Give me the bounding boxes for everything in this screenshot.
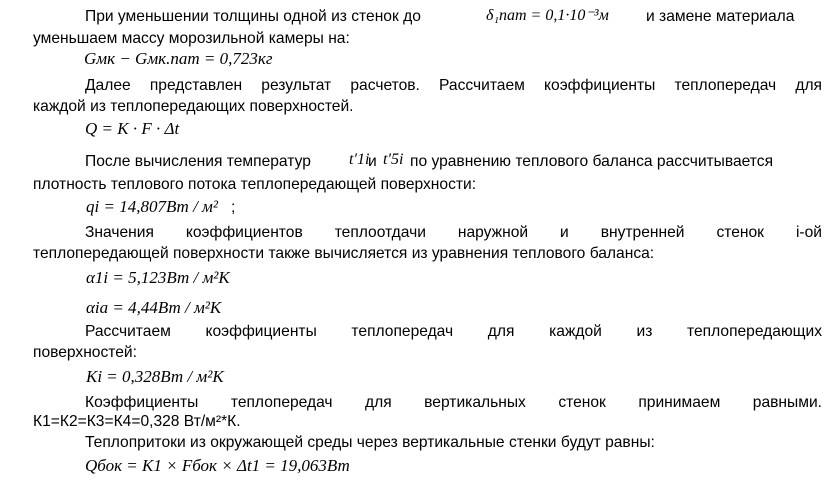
para-7-line-1: Теплопритоки из окружающей среды через вертикальные стенки будут равны: <box>85 434 655 451</box>
para-1-line-1-end: и замене материала <box>646 8 795 25</box>
para-3-and: и <box>368 153 377 170</box>
para-1-line-1-start: При уменьшении толщины одной из стенок до <box>85 8 421 25</box>
formula-heat-flux-density: qi = 14,807Вт / м² <box>86 197 218 216</box>
formula-temperature-t1: t′1i <box>349 151 370 168</box>
para-3-line-1-start: После вычисления температур <box>85 153 311 170</box>
formula-temperature-t5: t′5i <box>383 151 404 168</box>
formula-heat-flow: Q = K · F · Δt <box>85 119 180 138</box>
para-5-line-2: поверхностей: <box>33 344 137 361</box>
formula-delta-thickness-text: δ₁пат = 0,1·10⁻³м <box>486 7 609 24</box>
para-3-line-2: плотность теплового потока теплопередающей поверхности: <box>33 176 477 193</box>
para-3-line-1-end: по уравнению теплового баланса рассчитывается <box>410 153 774 170</box>
para-6-line-1: Коэффициенты теплопередач для вертикальных стенок принимаем равными. <box>85 394 822 411</box>
formula-side-heat-gain: Qбок = K1 × Fбок × Δt1 = 19,063Вт <box>85 456 350 475</box>
para-4-line-1: Значения коэффициентов теплоотдачи наружной и внутренней стенок i-ой <box>85 224 822 241</box>
para-2-line-2: каждой из теплопередающих поверхностей. <box>33 98 354 115</box>
formula-alpha-outer: α1i = 5,123Вт / м²К <box>86 268 230 287</box>
formula-heat-flux-semicolon: ; <box>231 199 236 216</box>
para-1-line-2: уменьшаем массу морозильной камеры на: <box>33 30 350 47</box>
para-5-line-1: Рассчитаем коэффициенты теплопередач для каждой из теплопередающих <box>85 323 822 340</box>
para-6-line-2: К1=К2=К3=К4=0,328 Вт/м²*К. <box>33 413 241 430</box>
para-2-line-1: Далее представлен результат расчетов. Рассчитаем коэффициенты теплопередач для <box>85 77 822 94</box>
formula-heat-transfer-coefficient: Ki = 0,328Вт / м²К <box>86 367 224 386</box>
formula-delta-thickness <box>486 6 609 26</box>
formula-alpha-inner: αia = 4,44Вт / м²К <box>86 298 222 317</box>
para-4-line-2: теплопередающей поверхности также вычисляется из уравнения теплового баланса: <box>33 245 655 262</box>
formula-mass-difference: Gмк − Gмк.пат = 0,723кг <box>84 49 273 68</box>
